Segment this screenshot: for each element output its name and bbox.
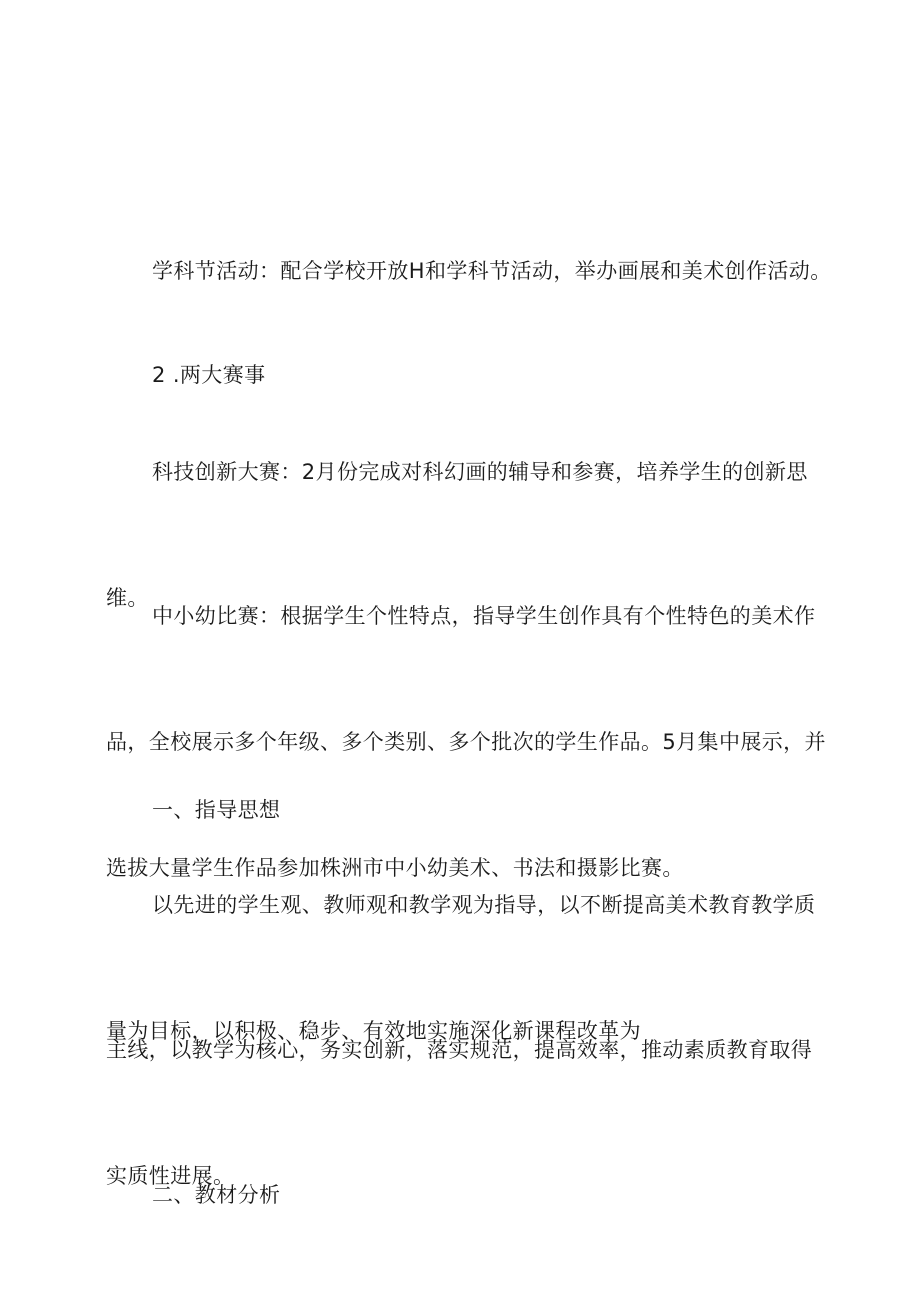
text-line: 主线，以教学为核心，务实创新，落实规范，提高效率，推动素质教育取得 (106, 1038, 813, 1062)
section-heading-textbook-analysis (152, 1090, 866, 1300)
text-line: 品，全校展示多个年级、多个类别、多个批次的学生作品。5月集中展示，并 (106, 730, 826, 754)
text-line: 实质性进展。 (106, 1164, 235, 1188)
text-line: 选拔大量学生作品参加株洲市中小幼美术、书法和摄影比赛。 (106, 856, 684, 880)
text-line: 维。 (106, 586, 149, 610)
text-line: 量为目标，以积极、稳步、有效地实施深化新课程改革为 (106, 1019, 641, 1043)
text-line: 学科节活动：配合学校开放H和学科节活动，举办画展和美术创作活动。 (152, 259, 832, 283)
text-line: 二、教材分析 (152, 1183, 281, 1207)
text-line: 2 .两大赛事 (152, 363, 266, 387)
text-line: 中小幼比赛：根据学生个性特点，指导学生创作具有个性特色的美术作 (152, 604, 816, 628)
text-line: 以先进的学生观、教师观和教学观为指导，以不断提高美术教育教学质 (152, 893, 816, 917)
text-line: 一、指导思想 (152, 798, 281, 822)
text-line: 科技创新大赛：2月份完成对科幻画的辅导和参赛，培养学生的创新思 (152, 460, 808, 484)
